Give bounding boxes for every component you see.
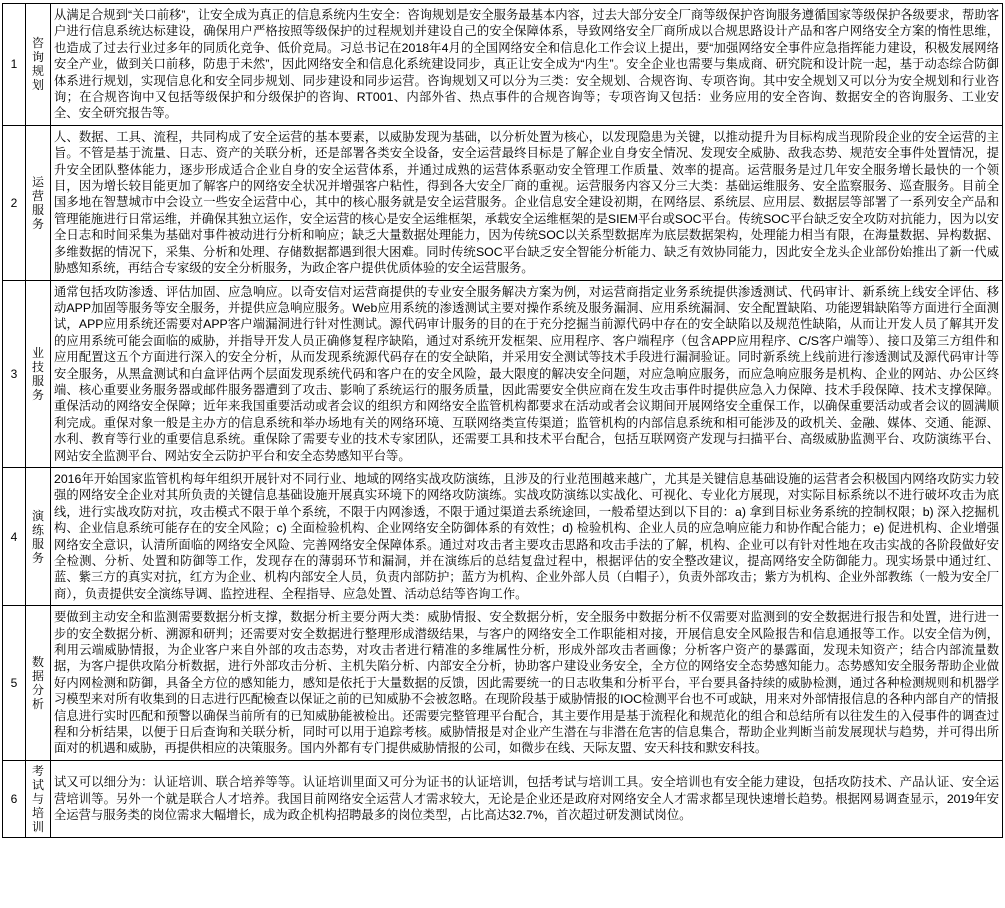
row-category (26, 125, 51, 280)
row-body-text: 人、数据、工具、流程，共同构成了安全运营的基本要素，以威胁发现为基础，以分析处置为核心，以发现隐患为关键，以推动提升为目标构成当现阶段企业的安全运营的主旨。不管是基于流量、日志、资产的关联分析，还是部署各类安全设备，安全运营最终目标是了解企业自身安全情况、发现安全威胁、敌我态势、规范安全事件处置情况，提升安全团队整体能力，逐步形成适合企业自身的安全运营体系，并通过成熟的运营体系驱动安全管理工作质量、效率的提高。运营服务是过几年安全服务增长最快的一个领目，因为增长较目能更加了解客户的网络安全状况并增强客户粘性，得到各大安全厂商的重视。运营服务内容又分三大类：基础运维服务、安全监察服务、巡查服务。目前全国多地在智慧城市中会设立一些安全运营中心，其中的核心服务就是安全运营服务。企业信息安全建设初期，在网络层、系统层、应用层、数据层等部署了一系列安全产品和管理能施进行日常运维，并确保其独立运作，安全运营的核心是安全运维框架，承载安全运维框架的是SIEM平台或SOC平台。传统SOC平台缺乏安全攻防对抗能力，因为以安全日志和时间采集为基础对事件被动进行分析和响应；缺乏大量数据处理能力，因为传统SOC以关系型数据库为底层数据架构，处理能力相当有限，在海量数据、异构数据、多维数据的情况下，采集、分析和处理、存储数据都遇到很大困难。同时传统SOC平台缺乏安全智能分析能力、缺乏有效协同能力，因此安全龙头企业部份始推出了新一代威胁感知系统，再结合专家级的安全分析服务，为政企客户提供优质体验的安全运营服务。 (54, 129, 999, 276)
row-body (51, 606, 1003, 761)
table-row (3, 606, 1003, 761)
row-body-text: 从满足合规到“关口前移”，让安全成为真正的信息系统内生安全：咨询规划是安全服务最基本内容，过去大部分安全厂商等级保护咨询服务遵循国家等级保护各级要求，帮助客户进行信息系统达标建设，确保用户严格按照等级保护的过程规划并建设自己的安全保障体系，导致网络安全厂商所成以合规思路设计产品和客户网络安全方案的惰性思维，也造成了过去行业过多年的同质化竞争、低价竞局。习总书记在2018年4月的全国网络安全和信息化工作会议上提出，要“加强网络安全事件应急指挥能力建设，积极发展网络安全产业，做到关口前移，防患于未然”，因此网络安全和信息化系统建设同步，真正让安全成为“内生”。安全企业也需要与集成商、研究院和设计院一起，基于动态综合防御体系进行规划，实现信息化和安全同步规划、同步建设和同步运营。咨询规划又可以分为三类：安全规划、合规咨询、专项咨询。其中安全规划又可以分为安全规划和行业咨询；在合规咨询中又包括等级保护和分级保护的咨询、RT001、内部外省、热点事件的合规咨询等；专项咨询又包括：业务应用的安全咨询、数据安全的咨询服务、工业安全、安全研究报告等。 (54, 8, 999, 121)
row-number: 5 (3, 606, 26, 761)
row-body-text: 通常包括攻防渗透、评估加固、应急响应。以奇安信对运营商提供的专业安全服务解决方案为例，对运营商指定业务系统提供渗透测试、代码审计、新系统上线安全评估、移动APP加固等服务等安全服务，并提供应急响应服务。Web应用系统的渗透测试主要对操作系统及服务漏洞、应用系统漏洞、安全配置缺陷、功能逻辑缺陷等方面进行全面测试，APP应用系统还需要对APP客户端漏洞进行针对性测试。源代码审计服务的目的在于充分挖掘当前源代码中存在的安全缺陷以及规范性缺陷，从而让开发人员了解其开发的应用系统可能会面临的威胁，并指导开发人员正确修复程序缺陷，通过对系统开发框架、应用程序、客户端程序（包含APP应用程序、C/S客户端等）、接口及第三方组件和应用配置这五个方面进行深入的安全分析，从而发现系统源代码存在的安全缺陷，并采用安全测试等技术手段进行漏洞验证。同时新系统上线前进行渗透测试及源代码审计等安全服务，从黑盒测试和白盒评估两个层面发现系统代码和客户在的安全风险，最大限度的解决安全问题，对应急响应服务，而应急响应服务是机构、企业的网站、办公区终端、核心重要业务服务器或邮件服务器遭到了攻击、影响了系统运行的服务质量，因此需要安全供应商在发生攻击事件时提供应急入力保障、技术手段保障、技术支撑保障。重保活动的网络安全保障；近年来我国重要活动或者会议的组织方和网络安全监管机构都要求在活动或者会议期间开展网络安全重保工作，以确保重要活动或者会议的圆满顺利完成。重保对象一般是主办方的信息系统和举办场地有关的网络环境、互联网络类宣传渠道；监管机构的内部信息系统和相可能涉及的政机关、金融、媒体、交通、能源、水利、教育等行业的重要信息系统。重保除了需要专业的技术专家团队，还需要工具和技术平台配合，包括互联网资产发现与扫描平台、高级威胁监测平台、攻防演练平台、网站安全监测平台、网站安全云防护平台和安全态势感知平台等。 (54, 284, 999, 463)
content-table (2, 3, 1003, 838)
row-category (26, 467, 51, 605)
row-category (26, 280, 51, 467)
row-body-text: 2016年开始国家监管机构每年组织开展针对不同行业、地域的网络实战攻防演练，且涉及的行业范围越来越广，尤其是关键信息基础设施的运营者会积极国内网络攻防实力较强的网络安全企业对其所负责的关键信息基础设施开展真实环境下的网络攻防演练。实战攻防演练以实战化、可视化、专业化方展现，对实际目标系统以不进行破坏攻击为底线，进行实战攻防对抗，攻击模式不限于单个系统，不限于内网渗透，不限于通过渠道去系统途回，一般希望达到以下目的：a) 拿到目标业务系统的控制权限；b) 深入挖掘机构、企业信息系统可能存在的安全风险；c) 全面检验机构、企业网络安全防御体系的有效性；d) 检验机构、企业人员的应急响应能力和协作配合能力；e) 促进机构、企业增强网络安全意识，认清所面临的网络安全风险、完善网络安全保障体系。通过对攻击者主要攻击思路和攻击手法的了解，机构、企业可以有针对性地在攻击实战的各阶段做好安全检测、分析、处置和防御等工作，发现存在的薄弱环节和漏洞，并在演练后的总结复盘过程中，根据评估的安全整改建议，提高网络安全防御能力。现实场景中通过红、蓝、紫三方的真实对抗，红方为企业、机构内部安全人员，负责内部防护；蓝方为机构、企业外部人员（白帽子），负责外部攻击；紫方为机构、企业外部教练（一般为安全厂商），负责提供安全演练导调、监控进程、全程指导、应急处置、活动总结等咨询工作。 (54, 471, 999, 601)
table-row (3, 125, 1003, 280)
row-category (26, 4, 51, 126)
row-number: 2 (3, 125, 26, 280)
row-category (26, 606, 51, 761)
table-body (3, 4, 1003, 838)
row-category (26, 760, 51, 837)
table-row (3, 280, 1003, 467)
row-number: 3 (3, 280, 26, 467)
row-category-label: 数据分析 (31, 655, 44, 712)
row-category-label: 演练服务 (31, 508, 44, 565)
table-row (3, 760, 1003, 837)
table-row (3, 467, 1003, 605)
row-body (51, 760, 1003, 837)
row-number: 4 (3, 467, 26, 605)
row-body (51, 125, 1003, 280)
row-category-label: 考试与培训 (31, 763, 44, 834)
row-number: 1 (3, 4, 26, 126)
row-body (51, 467, 1003, 605)
row-body-text: 要做到主动安全和监测需要数据分析支撑，数据分析主要分两大类：威胁情报、安全数据分析，安全服务中数据分析不仅需要对监测到的安全数据进行报告和处置，进行进一步的安全数据分析、溯源和研判；还需要对安全数据进行整理形成潜级结果，与客户的网络安全工作职能相对接，开展信息安全风险报告和信息通报等工作。以安全信为例，利用云端威胁情报，为企业客户来自外部的攻击态势，对攻击者进行精准的多维属性分析，形成外部攻击者画像；分析客户资产的暴露面，发现未知资产；结合内部流量数据，为客户提供攻陷分析数据，进行外部攻击分析、主机失陷分析、内部安全分析，协助客户建设业务安全，全方位的网络安全态势感知能力。态势感知安全服务帮助企业做好内网检测和防御，具备全方位的感知能力，感知是依托于大量数据的反馈，因此需要统一的日志收集和分析平台，平台要具备持续的威胁检测，通过各种检测规则和机器学习模型来对所有收集到的日志进行匹配檢查以保证之前的已知威胁不会被忽略。在现阶段基于威胁情报的IOC检测平台也不可或缺，用来对外部情报信息的各种内部自产的情报信息进行实时匹配和预警以确保当前所有的已知威胁能被检出。还需要完整管理平台配合，其主要作用是基于流程化和规范化的组合和总结所有以往发生的入侵事件的调查过程和分析结果，以便于日后查询和关联分析，同时可以用于追踪考核。威胁情报是对企业产生潜在与非潜在危害的信息集合，帮助企业判断当前发展现状与趋势，并可得出所面对的机遇和威胁，再提供相应的决策服务。国内外都有专门提供威胁情报的公司，如微步在线、天际友盟、安天科技和默安科技。 (54, 610, 999, 756)
row-body-text: 试又可以细分为：认证培训、联合培养等等。认证培训里面又可分为证书的认证培训，包括考试与培训工具。安全培训也有安全能力建设，包括攻防技术、产品认证、安全运营培训等。另外一个就是联合人才培养。我国目前网络安全运营人才需求较大，无论是企业还是政府对网络安全人才需求都呈现快速增长趋势。根据网易调查显示，2019年安全运营与服务类的岗位需求大幅增长，成为政企机构招聘最多的岗位类型，占比高达32.7%，首次超过研发测试岗位。 (54, 775, 999, 823)
row-category-label: 业技服务 (31, 345, 44, 402)
row-category-label: 咨询规划 (31, 36, 44, 93)
row-body (51, 280, 1003, 467)
row-body (51, 4, 1003, 126)
row-category-label: 运营服务 (31, 174, 44, 231)
table-row (3, 4, 1003, 126)
row-number: 6 (3, 760, 26, 837)
